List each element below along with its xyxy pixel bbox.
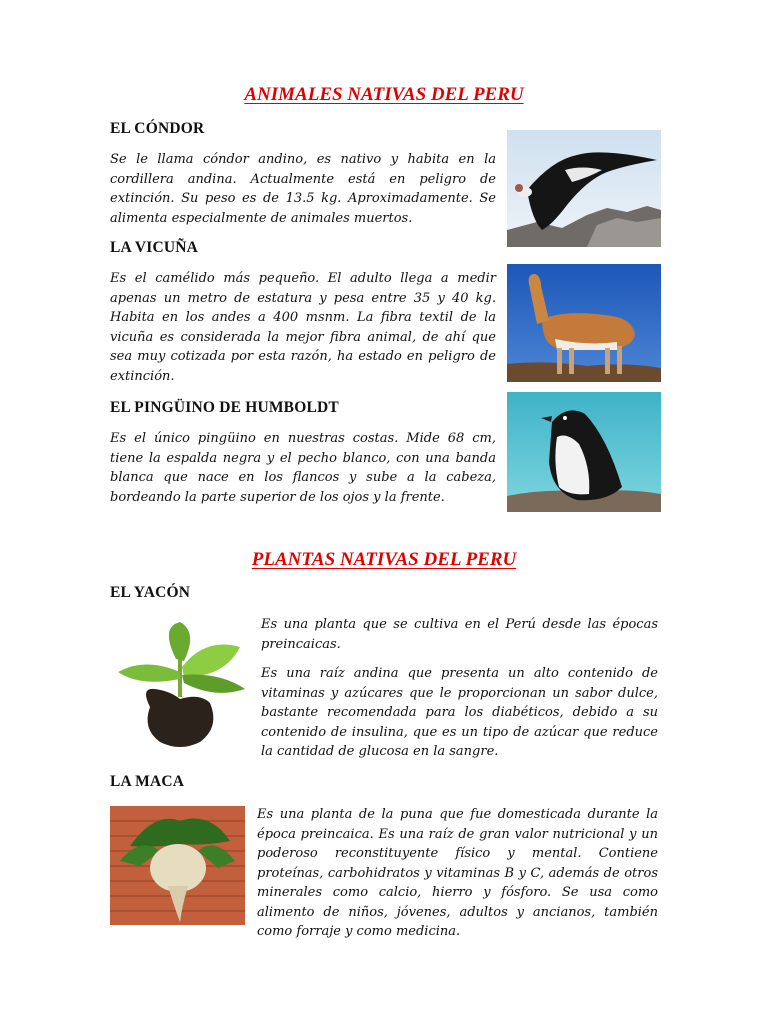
penguin-heading: EL PINGÜINO DE HUMBOLDT bbox=[110, 399, 339, 416]
vicuna-image bbox=[507, 264, 661, 382]
yacon-photo-icon bbox=[110, 617, 250, 757]
condor-image bbox=[507, 130, 661, 247]
penguin-photo-icon bbox=[507, 392, 661, 512]
maca-heading: LA MACA bbox=[110, 773, 185, 790]
yacon-image bbox=[110, 617, 250, 757]
condor-heading: EL CÓNDOR bbox=[110, 120, 205, 137]
maca-text: Es una planta de la puna que fue domesticada durante la época preincaica. Es una raíz de gran valor nutricional y un poderoso reconstituyente físico y mental. Contiene proteínas, carbohidratos y vitaminas B y C, además de otros minerales como calcio, hierro y fósforo. Se usa como alimento de niños, jóvenes, adultos y ancianos, también como forraje y como medicina. bbox=[257, 807, 658, 939]
vicuna-photo-icon bbox=[507, 264, 661, 382]
yacon-heading: EL YACÓN bbox=[110, 584, 191, 601]
vicuna-heading: LA VICUÑA bbox=[110, 239, 199, 256]
penguin-image bbox=[507, 392, 661, 512]
maca-photo-icon bbox=[110, 806, 245, 925]
animals-title: ANIMALES NATIVAS DEL PERU bbox=[244, 84, 524, 105]
yacon-text-2: Es una raíz andina que presenta un alto contenido de vitaminas y azúcares que le proporcionan un sabor dulce, bastante recomendada para los diabéticos, debido a su contenido de insulina, que es un tipo de azúcar que reduce la cantidad de glucosa en la sangre. bbox=[261, 666, 658, 759]
penguin-text: Es el único pingüino en nuestras costas. Mide 68 cm, tiene la espalda negra y el pecho blanco, con una banda blanca que nace en los flancos y sube a la cabeza, bordeando la parte superior de los ojos y la frente. bbox=[110, 431, 496, 505]
condor-photo-icon bbox=[507, 130, 661, 247]
maca-image bbox=[110, 806, 245, 925]
condor-text: Se le llama cóndor andino, es nativo y habita en la cordillera andina. Actualmente está en peligro de extinción. Su peso es de 13.5 kg. Aproximadamente. Se alimenta especialmente de animales muertos. bbox=[110, 152, 496, 226]
yacon-text-1: Es una planta que se cultiva en el Perú desde las épocas preincaicas. bbox=[261, 617, 658, 652]
vicuna-text: Es el camélido más pequeño. El adulto llega a medir apenas un metro de estatura y pesa entre 35 y 40 kg. Habita en los andes a 400 msnm. La fibra textil de la vicuña es considerada la mejor fibra animal, de ahí que sea muy cotizada por esta razón, ha estado en peligro de extinción. bbox=[110, 271, 496, 384]
plants-title: PLANTAS NATIVAS DEL PERU bbox=[251, 549, 517, 570]
